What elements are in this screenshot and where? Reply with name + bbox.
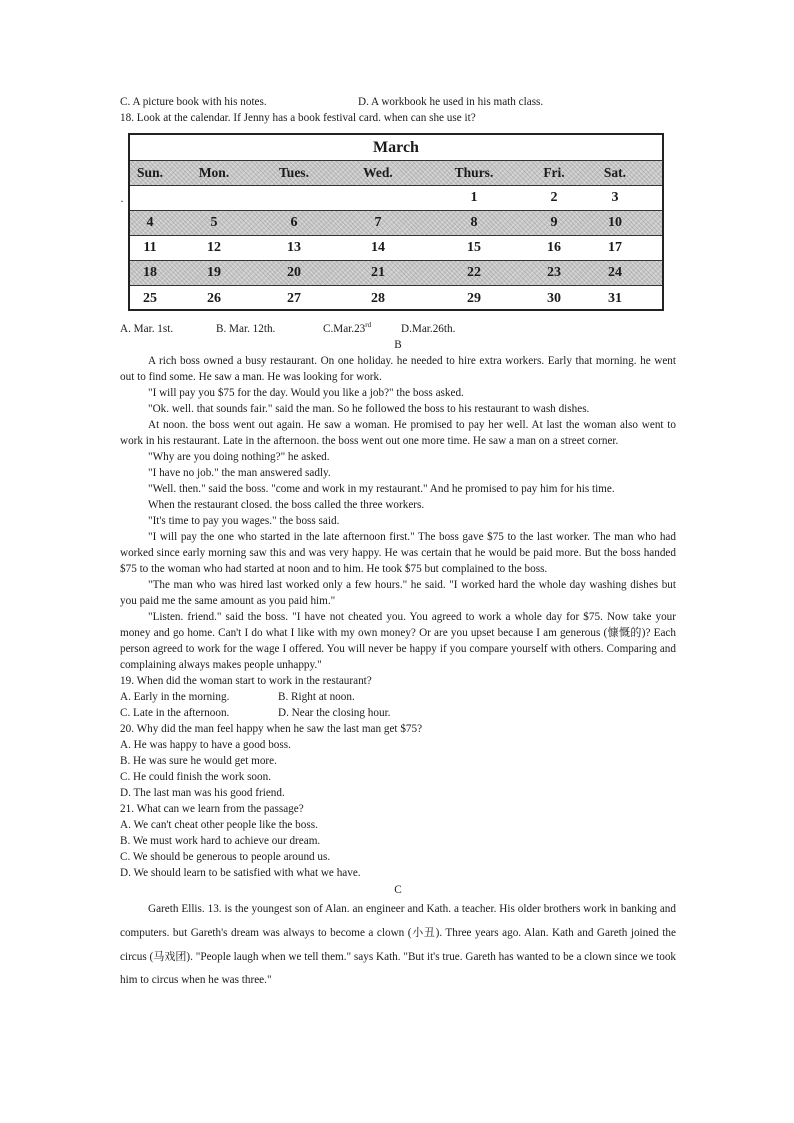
march-calendar bbox=[120, 133, 664, 311]
q17-option-d: D. A workbook he used in his math class. bbox=[358, 96, 544, 108]
question-19: 19. When did the woman start to work in the restaurant? bbox=[120, 674, 372, 687]
calendar-day: 21 bbox=[371, 265, 385, 280]
calendar-day: 11 bbox=[143, 240, 157, 255]
calendar-week-row bbox=[130, 211, 662, 236]
passage-b-p5: "Why are you doing nothing?" he asked. bbox=[148, 450, 330, 463]
passage-b-p6: "I have no job." the man answered sadly. bbox=[148, 466, 331, 479]
calendar-day: 27 bbox=[287, 290, 301, 306]
calendar-weekday-row bbox=[130, 161, 662, 186]
calendar-day: 20 bbox=[287, 265, 301, 280]
gloss-clown: 小丑 bbox=[411, 925, 436, 939]
calendar-day: 14 bbox=[371, 240, 385, 255]
passage-b-p3: "Ok. well. that sounds fair." said the man. So he followed the boss to his restaurant to wash dishes. bbox=[148, 402, 590, 415]
calendar-day: 24 bbox=[608, 265, 622, 280]
calendar-day: 19 bbox=[207, 265, 221, 280]
weekday-mon: Mon. bbox=[198, 165, 230, 180]
option-b: B. We must work hard to achieve our dream. bbox=[120, 834, 321, 847]
section-c-label: C bbox=[394, 883, 402, 896]
weekday-thurs: Thurs. bbox=[454, 165, 494, 180]
questions-19-21 bbox=[120, 673, 676, 881]
calendar-day: 2 bbox=[550, 190, 558, 205]
option-a: A. We can't cheat other people like the boss. bbox=[120, 818, 318, 831]
q18-option-b: B. Mar. 12th. bbox=[216, 322, 276, 335]
gloss-generous: 慷慨的 bbox=[607, 625, 642, 639]
q17-option-c: C. A picture book with his notes. bbox=[120, 96, 267, 108]
calendar-day: 23 bbox=[547, 265, 561, 280]
calendar-day: 30 bbox=[547, 290, 561, 306]
calendar-day: 16 bbox=[547, 240, 561, 255]
calendar-day: 29 bbox=[467, 290, 481, 306]
calendar-day: 5 bbox=[210, 215, 218, 230]
q17-options bbox=[120, 94, 676, 110]
question-21: 21. What can we learn from the passage? bbox=[120, 802, 304, 815]
calendar-day: 28 bbox=[371, 290, 385, 306]
calendar-day: 13 bbox=[287, 240, 301, 255]
passage-b-p7: "Well. then." said the boss. "come and work in my restaurant." And he promised to pay him for his time. bbox=[148, 482, 615, 495]
dot-mark: · bbox=[120, 194, 124, 208]
passage-b-p9: "It's time to pay you wages." the boss said. bbox=[148, 514, 340, 527]
passage-b-p4: At noon. the boss went out again. He saw a woman. He promised to pay her well. At last the woman also went to work in his restaurant. Late in the afternoon. the boss went out one more time. He saw a man on a street corner. bbox=[120, 418, 676, 447]
q18-question: 18. Look at the calendar. If Jenny has a book festival card. when can she use it? bbox=[120, 112, 476, 124]
passage-b-p10: "I will pay the one who started in the late afternoon first." The boss gave $75 to the last worker. The man who had worked since early morning saw this and was very happy. He was certain that he would be paid more. But the boss handed $75 to the woman who had started at noon and to him. He took $75 but complained to the boss. bbox=[120, 530, 676, 575]
passage-b-p2: "I will pay you $75 for the day. Would you like a job?" the boss asked. bbox=[148, 386, 464, 399]
q18-options bbox=[120, 317, 676, 337]
calendar-day: 22 bbox=[467, 265, 481, 280]
q18-option-a: A. Mar. 1st. bbox=[120, 322, 174, 335]
option-c: C. We should be generous to people around us. bbox=[120, 850, 331, 863]
q18-option-c: C.Mar.23rd bbox=[323, 321, 372, 335]
calendar-day: 9 bbox=[550, 215, 558, 230]
option-d: D. We should learn to be satisfied with what we have. bbox=[120, 866, 361, 879]
option-b: B. He was sure he would get more. bbox=[120, 754, 277, 767]
option-a: A. Early in the morning. bbox=[120, 690, 230, 703]
section-b-label: B bbox=[394, 338, 402, 351]
calendar-week-row bbox=[130, 261, 662, 286]
option-b: B. Right at noon. bbox=[278, 690, 355, 703]
calendar-day: 26 bbox=[207, 290, 221, 306]
calendar-week-row bbox=[130, 186, 662, 211]
calendar-day: 31 bbox=[608, 290, 622, 306]
calendar-week-row bbox=[130, 286, 662, 311]
calendar-day: 6 bbox=[290, 215, 298, 230]
weekday-wed: Wed. bbox=[363, 165, 393, 180]
calendar-day: 7 bbox=[374, 215, 382, 230]
calendar-month: March bbox=[130, 135, 662, 161]
calendar-day: 4 bbox=[146, 215, 154, 230]
calendar-day: 17 bbox=[608, 240, 622, 255]
calendar-day: 15 bbox=[467, 240, 481, 255]
calendar-day: 1 bbox=[470, 190, 478, 205]
option-c: C. Late in the afternoon. bbox=[120, 706, 230, 719]
question-20: 20. Why did the man feel happy when he saw the last man get $75? bbox=[120, 722, 423, 735]
gloss-circus: 马戏团 bbox=[153, 949, 187, 963]
calendar-day: 8 bbox=[470, 215, 478, 230]
calendar-week-row bbox=[130, 236, 662, 261]
passage-b-p12: "Listen. friend." said the boss. "I have not cheated you. You agreed to work a whole day for $75. Now take your money and go home. Can't I do what I like with my own money? Or are you upset because I am generous (慷慨的)? Each person agreed to work for the wage I offered. You will never be happy if you compare yourself with others. Comparing and complaining always makes people unhappy." bbox=[120, 610, 676, 671]
calendar-day: 12 bbox=[207, 240, 221, 255]
option-d: D. The last man was his good friend. bbox=[120, 786, 285, 799]
calendar-day: 10 bbox=[608, 215, 622, 230]
option-c: C. He could finish the work soon. bbox=[120, 770, 272, 783]
weekday-sun: Sun. bbox=[137, 165, 163, 180]
calendar-day: 3 bbox=[611, 190, 619, 205]
calendar-day: 25 bbox=[143, 290, 157, 306]
q18-option-d: D.Mar.26th. bbox=[401, 322, 456, 335]
weekday-sat: Sat. bbox=[603, 165, 627, 180]
weekday-fri: Fri. bbox=[543, 165, 565, 180]
option-a: A. He was happy to have a good boss. bbox=[120, 738, 291, 751]
passage-c-p1: Gareth Ellis. 13. is the youngest son of Alan. an engineer and Kath. a teacher. His older brothers work in banking and computers. but Gareth's dream was always to become a clown (小丑). Three years ago. Alan. Kath and Gareth joined the circus (马戏团). "People laugh when we tell them." says Kath. "But it's true. Gareth has wanted to be a clown since we took him to circus when he was three." bbox=[120, 902, 677, 986]
calendar-day: 18 bbox=[143, 265, 157, 280]
option-d: D. Near the closing hour. bbox=[278, 706, 391, 719]
exam-page bbox=[120, 94, 676, 992]
passage-b-p8: When the restaurant closed. the boss called the three workers. bbox=[148, 498, 425, 511]
passage-b-p1: A rich boss owned a busy restaurant. On one holiday. he needed to hire extra workers. Early that morning. he went out to find some. He saw a man. He was looking for work. bbox=[120, 354, 676, 383]
passage-b-p11: "The man who was hired last worked only a few hours." he said. "I worked hard the whole day washing dishes but you paid me the same amount as you paid him." bbox=[120, 578, 676, 607]
weekday-tues: Tues. bbox=[279, 165, 309, 180]
